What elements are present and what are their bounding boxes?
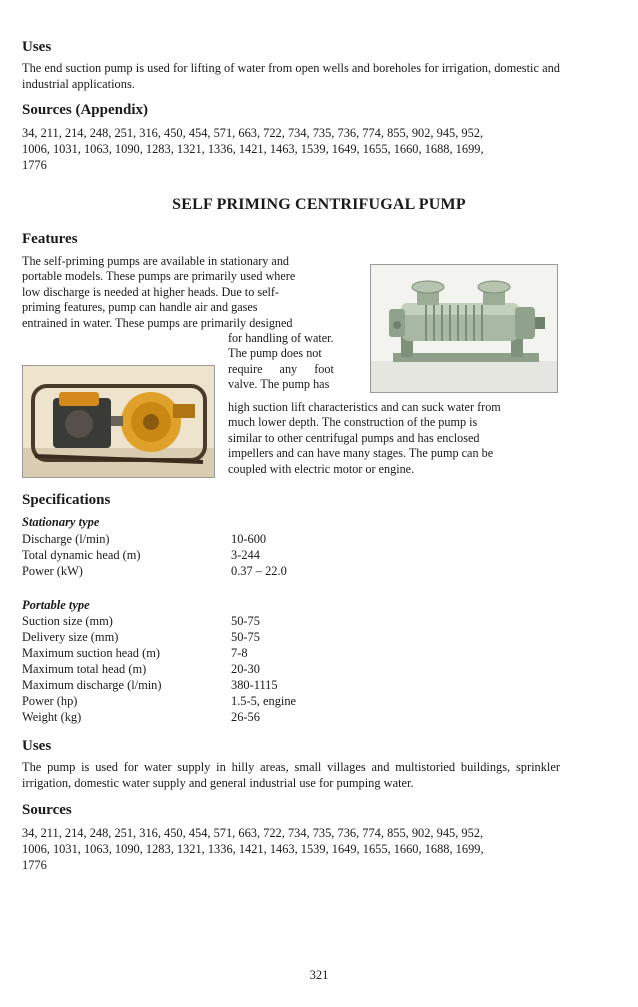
- sources-list: [22, 825, 560, 873]
- spec-key: Discharge (l/min): [22, 532, 110, 546]
- spec-key: Maximum discharge (l/min): [22, 678, 162, 692]
- stationary-type-label: Stationary type: [22, 515, 100, 529]
- features-line: entrained in water. These pumps are primarily designed: [22, 315, 293, 330]
- features-line: impellers and can have many stages. The pump can be: [228, 446, 494, 461]
- spec-key: Power (hp): [22, 694, 78, 708]
- features-line: valve. The pump has: [228, 377, 330, 392]
- uses-heading: Uses: [22, 738, 52, 754]
- features-line: The pump does not: [228, 346, 322, 361]
- sources-heading: Sources: [22, 802, 72, 818]
- sources-line: 1776: [22, 158, 47, 172]
- sources-line: 34, 211, 214, 248, 251, 316, 450, 454, 571, 663, 722, 734, 735, 736, 774, 855, 902, 945, 952,: [22, 126, 484, 140]
- spec-key: Delivery size (mm): [22, 630, 119, 644]
- portable-pump-image: [22, 365, 215, 478]
- features-line: similar to other centrifugal pumps and has enclosed: [228, 430, 480, 445]
- features-text-top: [22, 254, 350, 331]
- uses-paragraph: The pump is used for water supply in hilly areas, small villages and multistoried buildings, sprinkler irrigation, domestic water supply and general industrial use for pumping water.: [22, 760, 560, 790]
- spec-value: 20-30: [231, 662, 260, 676]
- stationary-pump-image: [370, 264, 558, 393]
- spec-value: 0.37 – 22.0: [231, 564, 287, 578]
- sources-line: 34, 211, 214, 248, 251, 316, 450, 454, 571, 663, 722, 734, 735, 736, 774, 855, 902, 945, 952,: [22, 826, 484, 840]
- page-number: 321: [309, 968, 329, 982]
- sources-heading: Sources (Appendix): [22, 102, 148, 118]
- sources-line: 1776: [22, 858, 47, 872]
- features-line: portable models. These pumps are primarily used where: [22, 269, 296, 284]
- specifications-heading: Specifications: [22, 492, 111, 508]
- spec-value: 10-600: [231, 532, 267, 546]
- spec-value: 26-56: [231, 710, 260, 724]
- uses-heading: Uses: [22, 39, 52, 55]
- spec-key: Weight (kg): [22, 710, 82, 724]
- spec-value: 1.5-5, engine: [231, 694, 297, 708]
- spec-key: Maximum suction head (m): [22, 646, 160, 660]
- portable-type-label: Portable type: [22, 598, 90, 612]
- sources-list: [22, 125, 560, 173]
- features-text-bottom: [228, 400, 560, 477]
- spec-key: Power (kW): [22, 564, 83, 578]
- sources-line: 1006, 1031, 1063, 1090, 1283, 1321, 1336, 1421, 1463, 1539, 1649, 1655, 1660, 1688, 1699,: [22, 842, 484, 856]
- spec-key: Suction size (mm): [22, 614, 113, 628]
- sources-line: 1006, 1031, 1063, 1090, 1283, 1321, 1336, 1421, 1463, 1539, 1649, 1655, 1660, 1688, 1699,: [22, 142, 484, 156]
- features-line: The self-priming pumps are available in stationary and: [22, 254, 290, 268]
- features-line: require any foot: [228, 361, 334, 376]
- spec-value: 7-8: [231, 646, 248, 660]
- spec-value: 380-1115: [231, 678, 278, 692]
- features-line: for handling of water.: [228, 331, 334, 345]
- features-text-middle: [228, 331, 358, 393]
- spec-value: 50-75: [231, 630, 260, 644]
- features-line: much lower depth. The construction of the pump is: [228, 415, 478, 430]
- features-line: priming features, pump can handle air and gases: [22, 300, 258, 315]
- spec-value: 3-244: [231, 548, 260, 562]
- section-title: SELF PRIMING CENTRIFUGAL PUMP: [172, 196, 466, 213]
- spec-key: Total dynamic head (m): [22, 548, 141, 562]
- features-line: high suction lift characteristics and can suck water from: [228, 400, 501, 414]
- features-line: coupled with electric motor or engine.: [228, 461, 415, 476]
- spec-value: 50-75: [231, 614, 260, 628]
- features-line: low discharge is needed at higher heads. Due to self-: [22, 284, 279, 299]
- uses-paragraph: The end suction pump is used for lifting of water from open wells and boreholes for irrigation, domestic and industrial applications.: [22, 61, 560, 91]
- features-heading: Features: [22, 231, 78, 247]
- spec-key: Maximum total head (m): [22, 662, 147, 676]
